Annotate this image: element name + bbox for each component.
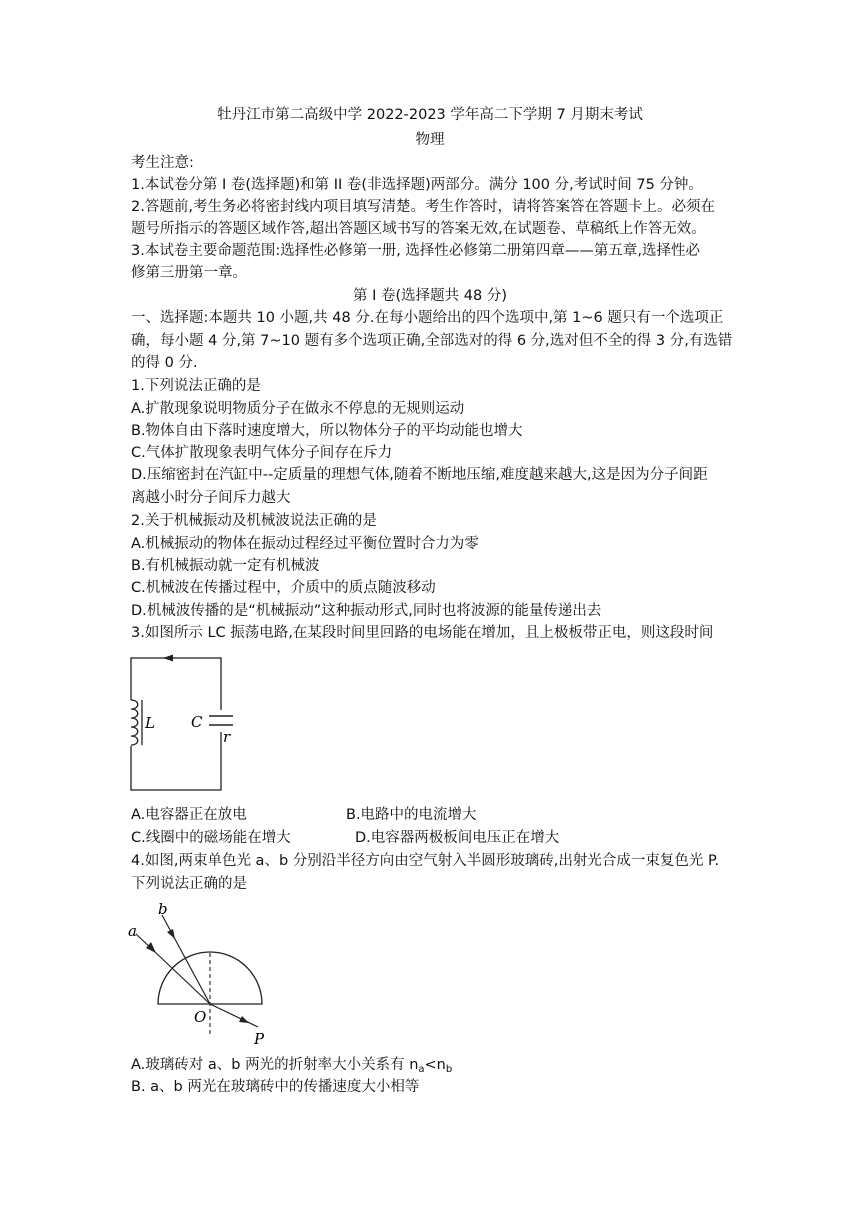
q3-stem: 3.如图所示 LC 振荡电路,在某段时间里回路的电场能在增加，且上极板带正电，则这段时间 [131, 625, 714, 641]
lc-circuit-diagram [125, 650, 240, 795]
q1-option-a: A.扩散现象说明物质分子在做永不停息的无规则运动 [131, 401, 465, 417]
ray-p-arrow-icon [239, 1016, 249, 1023]
inductor-label: L [145, 714, 155, 732]
exam-subject: 物理 [415, 132, 445, 148]
ray-b [162, 915, 210, 1004]
ray-p-label: P [254, 1030, 265, 1044]
q1-option-d-line-1: D.压缩密封在汽缸中--定质量的理想气体,随着不断地压缩,难度越来越大,这是因为分子间距 [131, 467, 708, 483]
ray-a [136, 934, 210, 1004]
ray-b-label: b [158, 900, 168, 918]
capacitor-label: C [191, 713, 203, 731]
q3-option-c: C.线圈中的磁场能在增大 [131, 830, 291, 846]
q2-option-c: C.机械波在传播过程中，介质中的质点随波移动 [131, 580, 436, 596]
q3-option-d: D.电容器两极板间电压正在增大 [355, 830, 560, 846]
q4-option-a-mid: <n [424, 1057, 446, 1073]
q4-option-b: B. a、b 两光在玻璃砖中的传播速度大小相等 [131, 1079, 420, 1095]
q4-option-a-sub-b: b [445, 1064, 453, 1075]
q1-option-d-line-2: 离越小时分子间斥力越大 [131, 490, 291, 506]
resistance-label: r [223, 728, 231, 746]
q1-stem: 1.下列说法正确的是 [131, 378, 261, 394]
q4-option-a-text: A.玻璃砖对 a、b 两光的折射率大小关系有 n [131, 1057, 419, 1073]
q3-option-a: A.电容器正在放电 [131, 807, 247, 823]
exam-title: 牡丹江市第二高级中学 2022-2023 学年高二下学期 7 月期末考试 [217, 107, 643, 123]
notice-item-3-line-2: 修第三册第一章。 [131, 265, 247, 281]
notice-item-1: 1.本试卷分第 I 卷(选择题)和第 II 卷(非选择题)两部分。满分 100 分,考试时间 75 分钟。 [131, 177, 703, 193]
notice-item-2-line-2: 题号所指示的答题区域作答,超出答题区域书写的答案无效,在试题卷、草稿纸上作答无效。 [131, 221, 706, 237]
q2-option-a: A.机械振动的物体在振动过程经过平衡位置时合力为零 [131, 536, 479, 552]
section-intro-line-2: 确，每小题 4 分,第 7~10 题有多个选项正确,全部选对的得 6 分,选对但不全的得 3 分,有选错 [131, 333, 733, 349]
q2-option-d: D.机械波传播的是“机械振动”这种振动形式,同时也将波源的能量传递出去 [131, 603, 602, 619]
q4-stem-line-2: 下列说法正确的是 [131, 876, 247, 892]
q4-stem-line-1: 4.如图,两束单色光 a、b 分别沿半径方向由空气射入半圆形玻璃砖,出射光合成一束复色光 P. [131, 853, 720, 869]
notice-item-3-line-1: 3.本试卷主要命题范围:选择性必修第一册, 选择性必修第二册第四章——第五章,选择性必 [131, 243, 701, 259]
q2-option-b: B.有机械振动就一定有机械波 [131, 558, 320, 574]
q3-option-b: B.电路中的电流增大 [346, 807, 477, 823]
ray-b-arrow-icon [167, 929, 175, 939]
notice-heading: 考生注意: [131, 155, 194, 171]
semicircle-glass-diagram [122, 898, 272, 1044]
q1-option-b: B.物体自由下落时速度增大，所以物体分子的平均动能也增大 [131, 423, 523, 439]
q2-stem: 2.关于机械振动及机械波说法正确的是 [131, 513, 377, 529]
q4-option-a-sub-a: a [418, 1064, 425, 1075]
notice-item-2-line-1: 2.答题前,考生务必将密封线内项目填写清楚。考生作答时，请将答案答在答题卡上。必须在 [131, 199, 715, 215]
section-intro-line-1: 一、选择题:本题共 10 小题,共 48 分.在每小题给出的四个选项中,第 1~6 题只有一个选项正 [131, 310, 724, 326]
center-o-label: O [194, 1008, 207, 1026]
ray-a-label: a [128, 922, 137, 940]
ray-p [210, 1004, 258, 1027]
q1-option-c: C.气体扩散现象表明气体分子间存在斥力 [131, 445, 393, 461]
section-title: 第 I 卷(选择题共 48 分) [353, 288, 507, 304]
section-intro-line-3: 的得 0 分. [131, 355, 198, 371]
ray-a-arrow-icon [146, 942, 156, 953]
current-arrow-icon [163, 655, 173, 662]
